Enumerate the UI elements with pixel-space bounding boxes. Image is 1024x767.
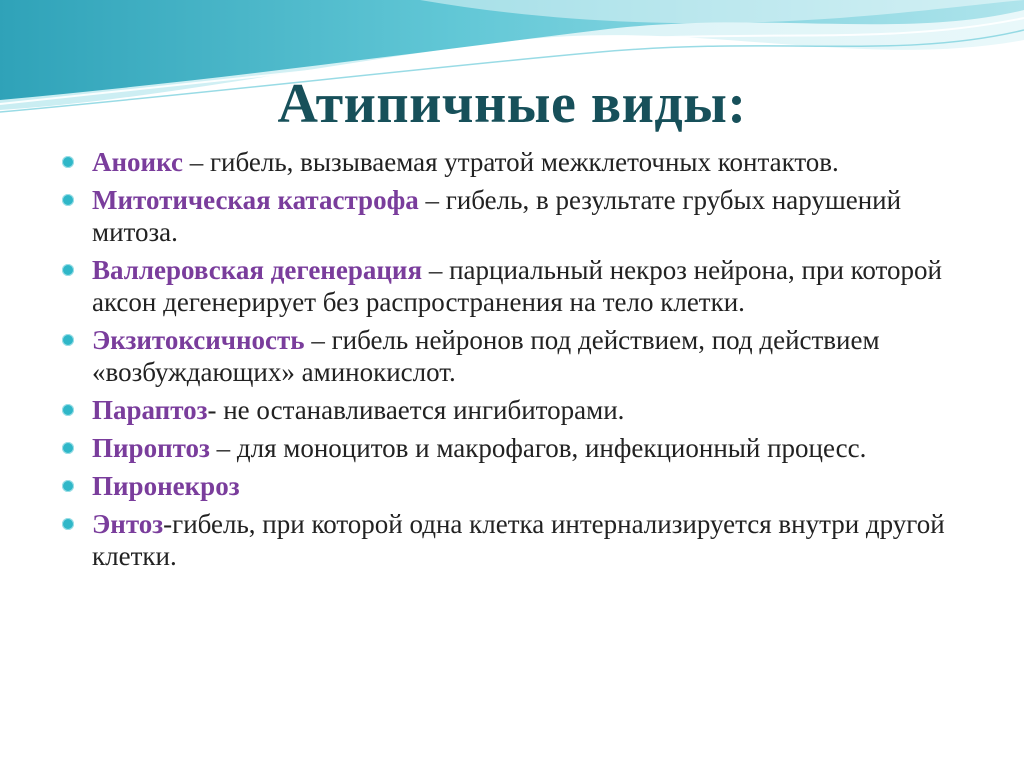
bullet-dot-icon [62,264,74,276]
term: Пироптоз [92,433,210,463]
term: Экзитоксичность [92,325,305,355]
list-item [62,254,962,318]
list-item [62,470,962,502]
bullet-dot-icon [62,334,74,346]
definition: – гибель, вызываемая утратой межклеточных контактов. [182,147,839,177]
list-item [62,508,962,572]
bullet-dot-icon [62,480,74,492]
bullet-dot-icon [62,404,74,416]
term: Пиронекроз [92,471,240,501]
term: Валлеровская дегенерация [92,255,423,285]
definition: -гибель, при которой одна клетка интернализируется внутри другой клетки. [92,509,945,571]
list-item [62,432,962,464]
term: Параптоз [92,395,208,425]
term: Энтоз [92,509,164,539]
bullet-dot-icon [62,194,74,206]
list-item [62,394,962,426]
bullet-dot-icon [62,156,74,168]
definition: – для моноцитов и макрофагов, инфекционный процесс. [209,433,867,463]
term: Аноикс [92,147,183,177]
list-item [62,184,962,248]
definition: – гибель, в результате грубых нарушений митоза. [92,185,902,247]
bullet-dot-icon [62,442,74,454]
definition: – парциальный некроз нейрона, при которой аксон дегенерирует без распространения на тело клетки. [92,255,942,317]
list-item [62,324,962,388]
list-item [62,146,962,178]
definition: – гибель нейронов под действием, под действием «возбуждающих» аминокислот. [92,325,880,387]
bullet-dot-icon [62,518,74,530]
definition: - не останавливается ингибиторами. [207,395,625,425]
slide-title: Атипичные виды: [277,73,747,135]
term: Митотическая катастрофа [92,185,419,215]
bullet-list [62,146,962,578]
